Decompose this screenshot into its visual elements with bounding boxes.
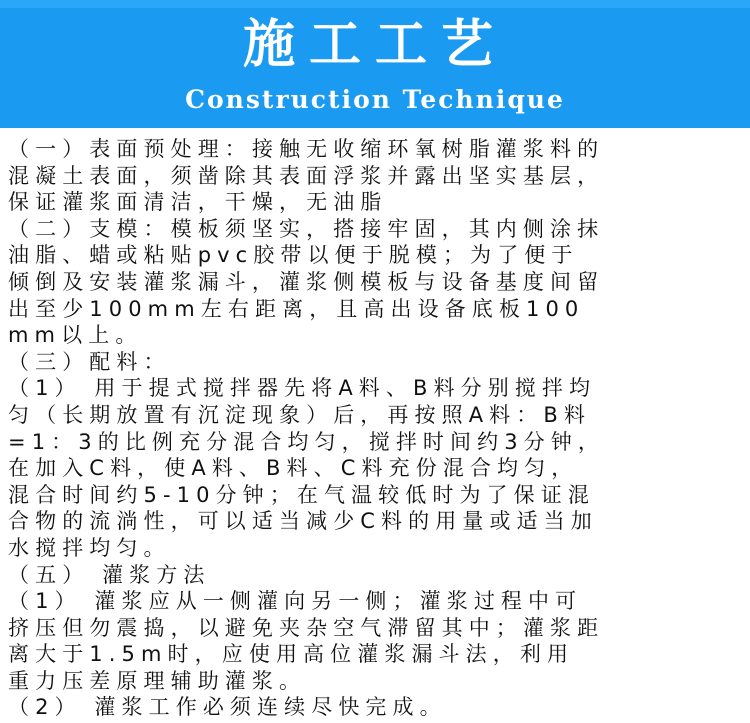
text-line: mm以上。 bbox=[8, 323, 143, 348]
text-line: 保证灌浆面清洁，干燥，无油脂 bbox=[8, 190, 388, 215]
text-line: 离大于1.5m时，应使用高位灌浆漏斗法，利用 bbox=[8, 642, 575, 667]
page-subtitle: Construction Technique bbox=[185, 85, 565, 114]
technique-text-body bbox=[8, 136, 750, 721]
text-line: 混凝土表面，须凿除其表面浮浆并露出坚实基层， bbox=[8, 163, 605, 188]
text-line: 重力压差原理辅助灌浆。 bbox=[8, 668, 307, 693]
text-line: 油脂、蜡或粘贴pvc胶带以便于脱模；为了便于 bbox=[8, 243, 579, 268]
text-line: 合物的流淌性，可以适当减少C料的用量或适当加 bbox=[8, 509, 598, 534]
text-line: 水搅拌均匀。 bbox=[8, 535, 171, 560]
text-line: （三）配料： bbox=[8, 349, 171, 374]
page-title: 施工工艺 bbox=[242, 14, 507, 75]
text-line: （1） 用于提式搅拌器先将A料、B料分别搅拌均 bbox=[8, 376, 597, 401]
text-line: 匀（长期放置有沉淀现象）后，再按照A料：B料 bbox=[8, 402, 591, 427]
text-line: （二）支模：模板须坚实，搭接牢固，其内侧涂抹 bbox=[8, 216, 605, 241]
text-line: 挤压但勿震捣，以避免夹杂空气滞留其中；灌浆距 bbox=[8, 615, 605, 640]
text-line: （五） 灌浆方法 bbox=[8, 562, 211, 587]
text-line: 混合时间约5-10分钟；在气温较低时为了保证混 bbox=[8, 482, 595, 507]
text-line: （2） 灌浆工作必须连续尽快完成。 bbox=[8, 695, 447, 720]
text-line: 倾倒及安装灌浆漏斗，灌浆侧模板与设备基度间留 bbox=[8, 269, 605, 294]
text-line: （1） 灌浆应从一侧灌向另一侧；灌浆过程中可 bbox=[8, 589, 583, 614]
header-top-band bbox=[0, 0, 750, 8]
text-line: 出至少100mm左右距离，且高出设备底板100 bbox=[8, 296, 585, 321]
text-line: =1：3的比例充分混合均匀，搅拌时间约3分钟， bbox=[8, 429, 605, 454]
header-banner bbox=[0, 0, 750, 128]
text-line: （一）表面预处理：接触无收缩环氧树脂灌浆料的 bbox=[8, 137, 605, 161]
text-line: 在加入C料，使A料、B料、C料充份混合均匀， bbox=[8, 456, 579, 481]
